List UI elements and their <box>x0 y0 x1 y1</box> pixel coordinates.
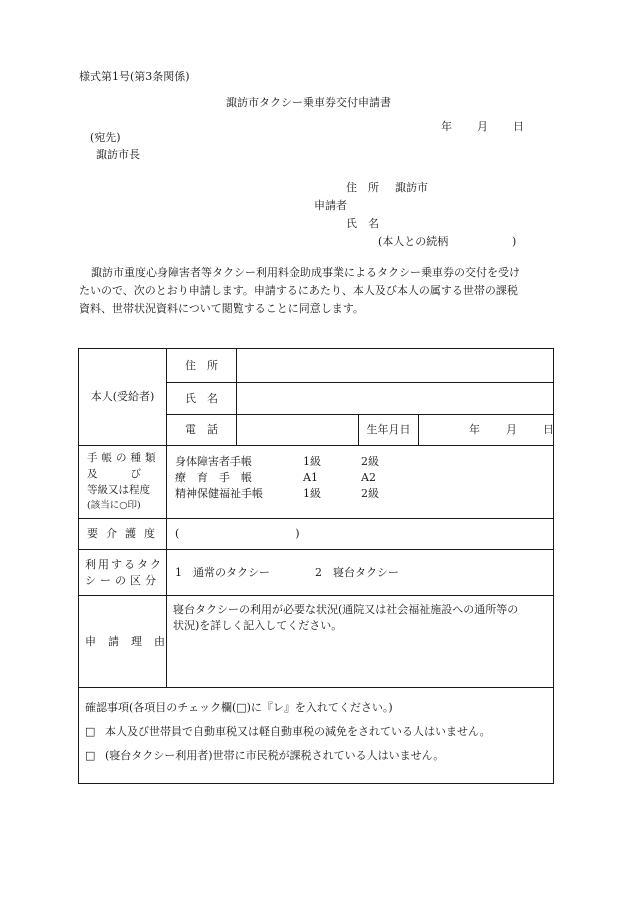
reason-note-line-1: 寝台タクシーの利用が必要な状況(通院又は社会福祉施設への通所等の <box>173 603 519 616</box>
handbook-row[interactable] <box>175 470 553 486</box>
intro-line-3: 資料、世帯状況資料について閲覧することに同意します。 <box>79 302 364 315</box>
reason-input[interactable] <box>167 596 554 688</box>
recipient-phone-label: 電 話 <box>167 415 237 446</box>
taxi-option-stretcher[interactable]: 2 寝台タクシー <box>315 565 399 579</box>
recipient-address-label: 住 所 <box>167 349 237 383</box>
date-month: 月 <box>477 120 488 133</box>
recipient-name-input[interactable] <box>237 383 554 415</box>
handbook-label-1: 手帳の種類 <box>87 452 160 464</box>
recipient-name-label: 氏 名 <box>167 383 237 415</box>
date-year: 年 <box>441 120 452 133</box>
confirmation-text: (寝台タクシー利用者)世帯に市民税が課税されている人はいません。 <box>105 749 445 762</box>
taxi-type-options <box>167 550 554 596</box>
document-title: 諏訪市タクシー乗車券交付申請書 <box>226 96 391 109</box>
taxi-option-normal[interactable]: 1 通常のタクシー <box>175 565 270 579</box>
birth-year: 年 <box>469 423 480 437</box>
reason-note-line-2: 状況)を詳しく記入してください。 <box>173 619 343 632</box>
handbook-name: 療 育 手 帳 <box>175 471 252 484</box>
handbook-grade[interactable]: A1 <box>303 471 318 484</box>
handbook-row[interactable] <box>175 454 553 470</box>
taxi-type-label-2: シーの区分 <box>85 573 160 587</box>
taxi-type-label-1: 利用するタク <box>85 557 163 571</box>
date-day: 日 <box>513 120 524 133</box>
birth-day: 日 <box>543 423 554 437</box>
relationship-close: ) <box>512 235 517 248</box>
birthdate-label: 生年月日 <box>359 415 419 446</box>
care-level-label: 要介護度 <box>79 519 167 550</box>
handbook-name: 精神保健福祉手帳 <box>175 487 263 500</box>
relationship-label: (本人との続柄 <box>378 235 449 248</box>
handbook-label-2: 及 び <box>87 468 145 480</box>
form-number: 様式第1号(第3条関係) <box>79 70 190 83</box>
intro-line-2: たいので、次のとおり申請します。申請するにあたり、本人及び本人の属する世帯の課税 <box>79 284 518 297</box>
confirmation-item[interactable] <box>85 720 553 744</box>
intro-line-1: 諏訪市重度心身障害者等タクシー利用料金助成事業によるタクシー乗車券の交付を受け <box>91 266 520 279</box>
care-close-paren: ) <box>295 527 300 541</box>
care-level-input[interactable] <box>167 519 554 550</box>
confirmation-text: 本人及び世帯員で自動車税又は軽自動車税の減免をされている人はいません。 <box>105 725 491 738</box>
applicant-label: 申請者 <box>314 199 347 212</box>
handbook-grade[interactable]: 1級 <box>303 455 321 468</box>
handbook-grade[interactable]: 2級 <box>361 455 379 468</box>
handbook-type-label <box>79 446 167 519</box>
handbook-grade[interactable]: 2級 <box>361 487 379 500</box>
confirmation-header: 確認事項(各項目のチェック欄(□)に『レ』を入れてください。) <box>85 701 393 714</box>
taxi-type-label <box>79 550 167 596</box>
confirmation-item[interactable] <box>85 744 553 768</box>
birth-month: 月 <box>506 423 517 437</box>
recipient-address-input[interactable] <box>237 349 554 383</box>
application-form-table <box>78 348 554 784</box>
handbook-name: 身体障害者手帳 <box>175 455 252 468</box>
addressee-label: (宛先) <box>90 131 121 144</box>
addressee: 諏訪市長 <box>96 148 140 161</box>
handbook-label-3: 等級又は程度 <box>87 484 150 496</box>
handbook-grade[interactable]: A2 <box>361 471 376 484</box>
applicant-address-label: 住 所 <box>346 181 379 194</box>
reason-label: 申請理由 <box>79 596 167 688</box>
recipient-phone-input[interactable] <box>237 415 359 446</box>
recipient-label: 本人(受給者) <box>79 349 167 446</box>
applicant-address-value: 諏訪市 <box>395 181 428 194</box>
applicant-name-label: 氏 名 <box>346 217 379 230</box>
checkbox-icon[interactable]: □ <box>85 725 96 738</box>
checkbox-icon[interactable]: □ <box>85 749 96 762</box>
handbook-grade[interactable]: 1級 <box>303 487 321 500</box>
confirmation-section <box>79 688 554 784</box>
handbook-label-4: (該当に○印) <box>87 500 141 511</box>
care-open-paren: ( <box>175 527 180 541</box>
handbook-options <box>167 446 554 519</box>
birthdate-input[interactable] <box>419 415 554 446</box>
handbook-row[interactable] <box>175 486 553 502</box>
